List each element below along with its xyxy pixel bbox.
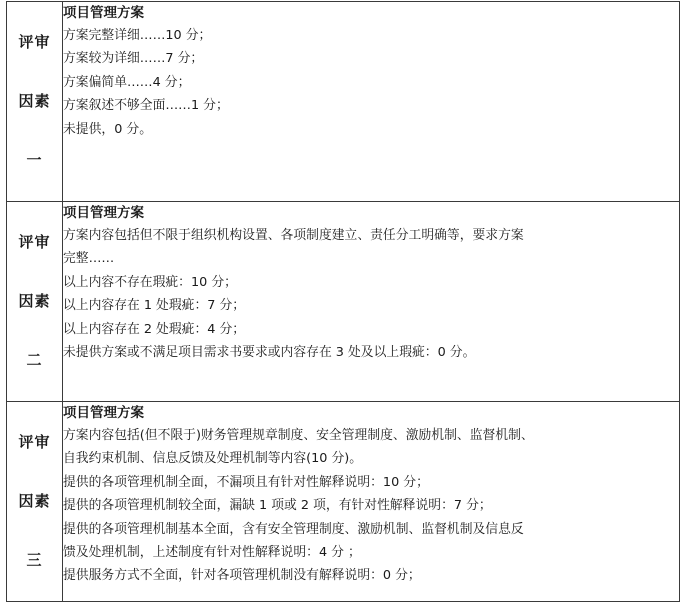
criteria-line: 自我约束机制、信息反馈及处理机制等内容(10 分)。 [63, 451, 363, 467]
factor-label [7, 402, 62, 601]
criteria-line: 未提供方案或不满足项目需求书要求或内容存在 3 处及以上瑕疵：0 分。 [63, 345, 476, 361]
criteria-cell [63, 402, 680, 602]
criteria-line: 以上内容存在 2 处瑕疵：4 分； [63, 321, 246, 337]
criteria-line: 提供的各项管理机制全面，不漏项且有针对性解释说明：10 分； [63, 474, 429, 490]
criteria-line: 提供服务方式不全面，针对各项管理机制没有解释说明：0 分； [63, 568, 421, 584]
factor-label-line: 因素 [18, 292, 51, 310]
factor-label [7, 202, 62, 401]
factor-label-line: 评审 [18, 233, 51, 251]
criteria-title: 项目管理方案 [63, 205, 144, 221]
factor-label-line: 三 [26, 551, 43, 569]
criteria-title: 项目管理方案 [63, 405, 144, 421]
factor-label-line: 因素 [18, 492, 51, 510]
factor-label-line: 二 [26, 351, 43, 369]
criteria-line: 以上内容不存在瑕疵：10 分； [63, 274, 237, 290]
criteria-line: 方案内容包括但不限于组织机构设置、各项制度建立、责任分工明确等，要求方案 [63, 228, 524, 243]
table-row [7, 2, 680, 202]
factor-cell [7, 402, 63, 602]
factor-cell [7, 202, 63, 402]
criteria-line: 馈及处理机制，上述制度有针对性解释说明：4 分 ； [63, 545, 361, 561]
evaluation-criteria-table [6, 1, 680, 602]
criteria-line: 提供的各项管理机制较全面，漏缺 1 项或 2 项，有针对性解释说明：7 分； [63, 498, 492, 514]
criteria-line: 完整…… [63, 251, 115, 267]
table-row [7, 202, 680, 402]
factor-label-line: 因素 [18, 92, 51, 110]
factor-label-line: 评审 [18, 433, 51, 451]
criteria-line: 方案偏简单……4 分； [63, 74, 191, 90]
criteria-line: 方案较为详细……7 分； [63, 51, 204, 67]
factor-label [7, 2, 62, 201]
criteria-line: 提供的各项管理机制基本全面，含有安全管理制度、激励机制、监督机制及信息反 [63, 521, 524, 537]
factor-cell [7, 2, 63, 202]
table-row [7, 402, 680, 602]
criteria-line: 方案完整详细……10 分； [63, 28, 212, 43]
criteria-title: 项目管理方案 [63, 5, 144, 21]
criteria-line: 以上内容存在 1 处瑕疵：7 分； [63, 298, 246, 314]
criteria-cell [63, 2, 680, 202]
criteria-line: 方案叙述不够全面……1 分； [63, 98, 229, 114]
factor-label-line: 一 [26, 151, 43, 169]
factor-label-line: 评审 [18, 33, 51, 51]
criteria-cell [63, 202, 680, 402]
criteria-line: 方案内容包括(但不限于)财务管理规章制度、安全管理制度、激励机制、监督机制、 [63, 428, 534, 443]
criteria-line: 未提供，0 分。 [63, 121, 152, 137]
